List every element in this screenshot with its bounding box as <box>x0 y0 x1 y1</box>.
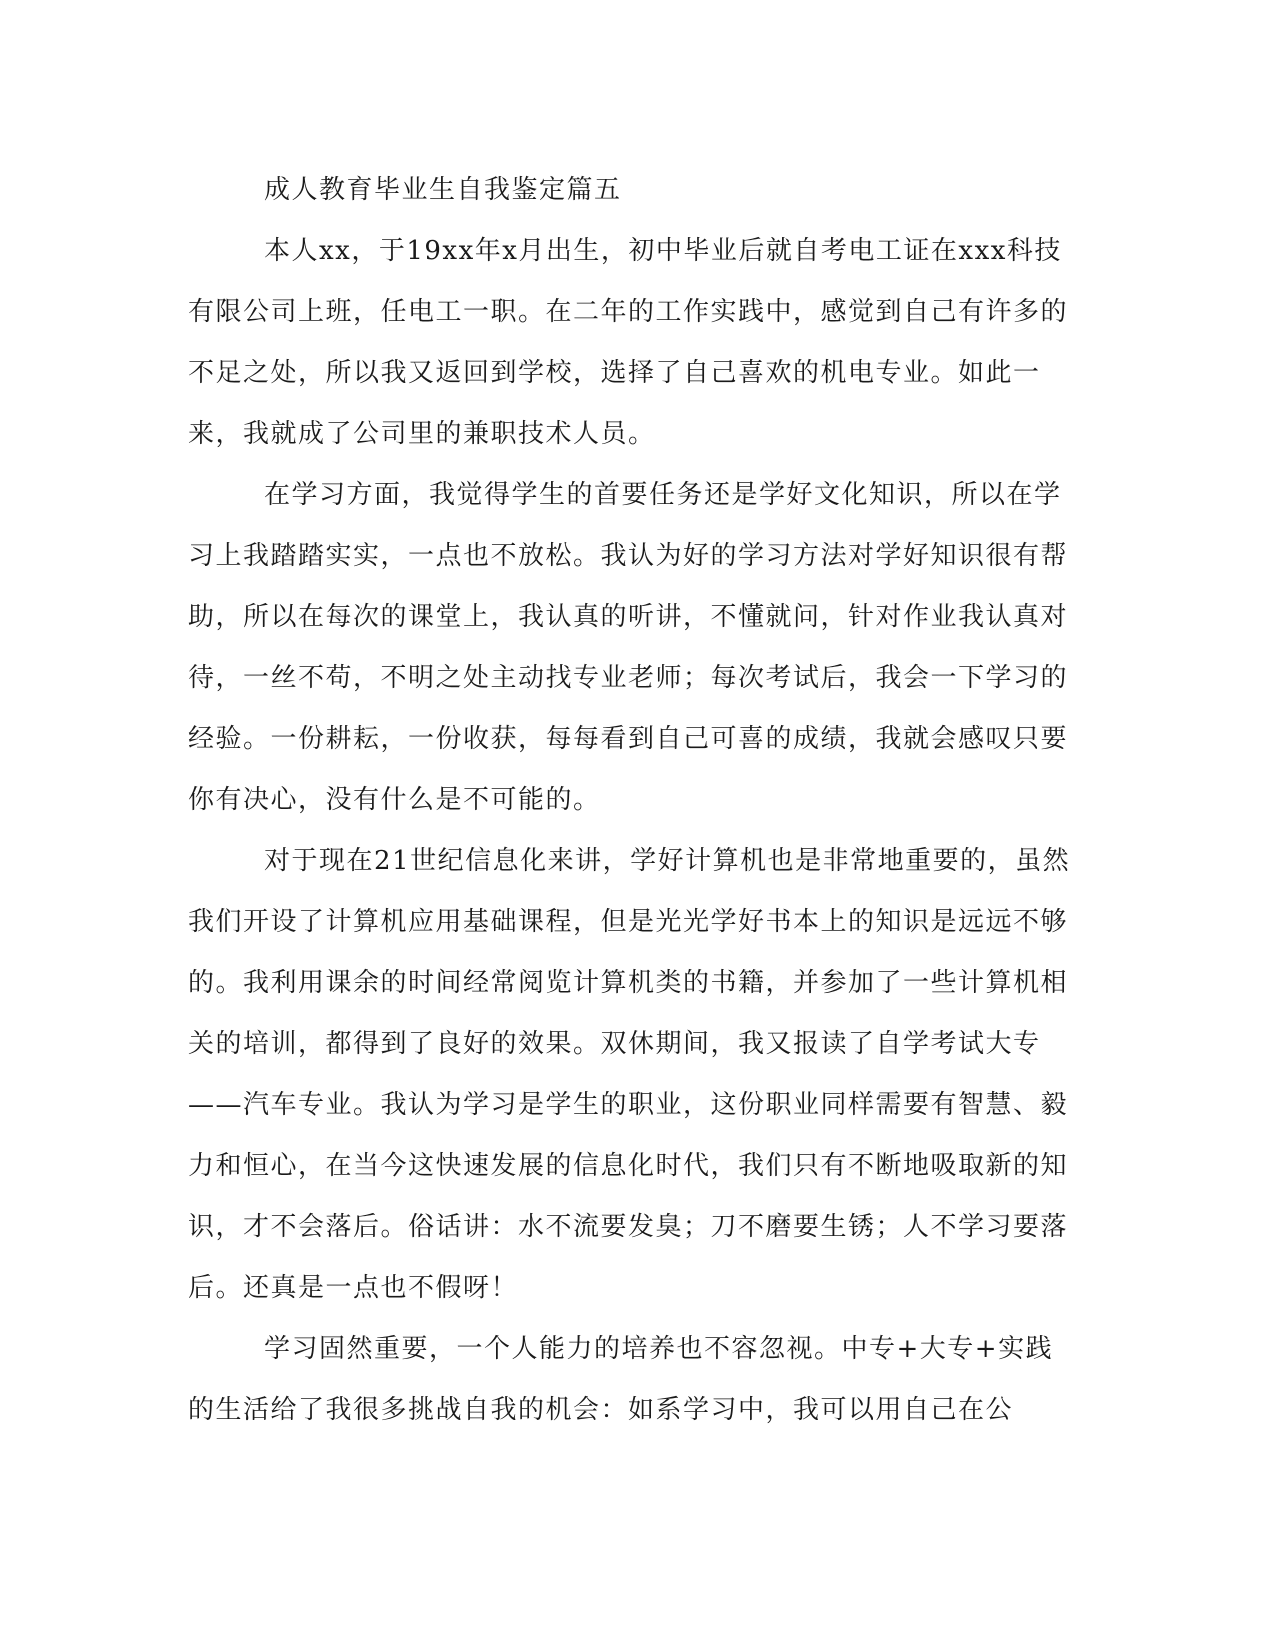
document-title-block <box>188 160 1078 221</box>
document-title: 成人教育毕业生自我鉴定篇五 <box>264 175 622 205</box>
paragraph-4: 学习固然重要，一个人能力的培养也不容忽视。中专+大专+实践的生活给了我很多挑战自我的机会：如系学习中，我可以用自己在公 <box>188 1334 1054 1425</box>
document-body <box>188 221 1078 1441</box>
paragraph-1: 本人xx，于19xx年x月出生，初中毕业后就自考电工证在xxx科技有限公司上班，任电工一职。在二年的工作实践中，感觉到自己有许多的不足之处，所以我又返回到学校，选择了自己喜欢的机电专业。如此一来，我就成了公司里的兼职技术人员。 <box>188 236 1069 449</box>
paragraph-2: 在学习方面，我觉得学生的首要任务还是学好文化知识，所以在学习上我踏踏实实，一点也不放松。我认为好的学习方法对学好知识很有帮助，所以在每次的课堂上，我认真的听讲，不懂就问，针对作业我认真对待，一丝不苟，不明之处主动找专业老师；每次考试后，我会一下学习的经验。一份耕耘，一份收获，每每看到自己可喜的成绩，我就会感叹只要你有决心，没有什么是不可能的。 <box>188 480 1069 815</box>
paragraph-3: 对于现在21世纪信息化来讲，学好计算机也是非常地重要的，虽然我们开设了计算机应用基础课程，但是光光学好书本上的知识是远远不够的。我利用课余的时间经常阅览计算机类的书籍，并参加了一些计算机相关的培训，都得到了良好的效果。双休期间，我又报读了自学考试大专——汽车专业。我认为学习是学生的职业，这份职业同样需要有智慧、毅力和恒心，在当今这快速发展的信息化时代，我们只有不断地吸取新的知识，才不会落后。俗话讲：水不流要发臭；刀不磨要生锈；人不学习要落后。还真是一点也不假呀！ <box>188 846 1071 1303</box>
